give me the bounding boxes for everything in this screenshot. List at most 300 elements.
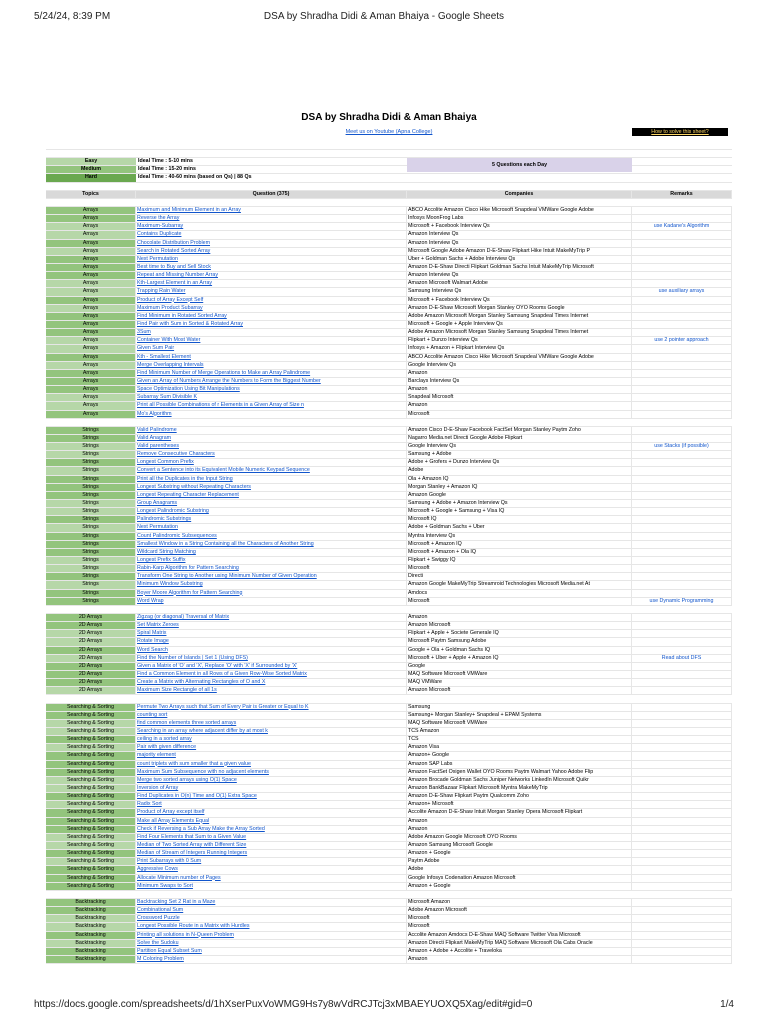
topic-cell: Searching & Sorting [46, 777, 136, 784]
question-link[interactable]: Searching in an array where adjacent differ by at most k [137, 727, 268, 734]
question-cell[interactable] [136, 264, 407, 271]
companies-cell: TCS [407, 736, 632, 743]
spacer-row [46, 199, 732, 207]
topic-cell: Strings [46, 524, 136, 531]
question-cell[interactable] [136, 411, 407, 418]
question-cell[interactable] [136, 883, 407, 890]
question-link[interactable]: Kth - Smallest Element [137, 353, 191, 360]
question-link[interactable]: Backtracking Set 2 Rat in a Maze [137, 898, 216, 905]
topic-cell: Arrays [46, 223, 136, 230]
question-link[interactable]: Median of Stream of Integers Running Integers [137, 850, 248, 857]
question-link[interactable]: Check if Reversing a Sub Array Make the Array Sorted [137, 825, 265, 832]
question-cell[interactable] [136, 630, 407, 637]
companies-cell: Adobe Amazon Microsoft [407, 907, 632, 914]
question-link[interactable]: Aggressive Cows [137, 866, 178, 873]
topic-cell: Arrays [46, 354, 136, 361]
remarks-cell [632, 638, 732, 645]
question-link[interactable]: Search in Rotated Sorted Array [137, 247, 211, 254]
topic-cell: Arrays [46, 370, 136, 377]
question-cell[interactable] [136, 614, 407, 621]
question-link[interactable]: Spiral Matrix [137, 630, 167, 637]
table-row [46, 492, 732, 500]
question-link[interactable]: Chocolate Distribution Problem [137, 239, 211, 246]
companies-cell: Microsoft [407, 598, 632, 605]
header-topics: Topics [46, 191, 136, 198]
table-row [46, 769, 732, 777]
topic-cell: Backtracking [46, 940, 136, 947]
topic-cell: Strings [46, 573, 136, 580]
question-cell[interactable] [136, 769, 407, 776]
question-link[interactable]: Make all Array Elements Equal [137, 817, 210, 824]
question-link[interactable]: Combinational Sum [137, 907, 184, 914]
question-cell[interactable] [136, 858, 407, 865]
question-cell[interactable] [136, 386, 407, 393]
companies-cell: Morgan Stanley + Amazon IQ [407, 484, 632, 491]
table-row [46, 761, 732, 769]
question-cell[interactable] [136, 850, 407, 857]
companies-cell: Samsung [407, 704, 632, 711]
question-link[interactable]: Reverse the Array [137, 215, 180, 222]
question-link[interactable]: Product of Array except itself [137, 809, 205, 816]
question-cell[interactable] [136, 842, 407, 849]
remarks-cell [632, 842, 732, 849]
topic-cell: Arrays [46, 362, 136, 369]
question-link[interactable]: 3Sum [137, 329, 151, 336]
table-row [46, 378, 732, 386]
table-row [46, 451, 732, 459]
table-row [46, 248, 732, 256]
remark-text: use auxiliary arrays [658, 288, 705, 295]
remarks-cell [632, 231, 732, 238]
table-row [46, 630, 732, 638]
question-cell[interactable] [136, 728, 407, 735]
question-link[interactable]: Subarray Sum Divisible K [137, 394, 198, 401]
table-row [46, 549, 732, 557]
question-link[interactable]: Word Wrap [137, 597, 164, 604]
remarks-cell [632, 476, 732, 483]
remarks-cell [632, 280, 732, 287]
question-cell[interactable] [136, 712, 407, 719]
question-cell[interactable] [136, 923, 407, 930]
remarks-cell [632, 565, 732, 572]
question-cell[interactable] [136, 777, 407, 784]
question-cell[interactable] [136, 459, 407, 466]
question-cell[interactable] [136, 687, 407, 694]
question-cell[interactable] [136, 207, 407, 214]
question-cell[interactable] [136, 663, 407, 670]
topic-cell: Searching & Sorting [46, 801, 136, 808]
question-link[interactable]: counting sort [137, 711, 168, 718]
question-link[interactable]: Merge Overlapping Intervals [137, 361, 204, 368]
difficulty-time: Ideal Time : 40-60 mins (based on Qs) | 88 Qs [138, 174, 252, 181]
question-link[interactable]: Partition Equal Subset Sum [137, 947, 202, 954]
companies-cell: Amazon Google [407, 492, 632, 499]
remarks-cell [632, 736, 732, 743]
question-cell[interactable] [136, 305, 407, 312]
table-row [46, 386, 732, 394]
question-link[interactable]: Count Palindromic Subsequences [137, 532, 217, 539]
print-header [34, 11, 734, 27]
question-link[interactable]: majority element [137, 752, 176, 759]
topic-cell: Backtracking [46, 915, 136, 922]
question-cell[interactable] [136, 231, 407, 238]
remarks-cell [632, 663, 732, 670]
question-link[interactable]: Find Duplicates in O(n) Time and O(1) Extra Space [137, 793, 257, 800]
difficulty-label: Medium [46, 166, 136, 173]
question-cell[interactable] [136, 720, 407, 727]
remarks-cell [632, 411, 732, 418]
question-cell[interactable] [136, 451, 407, 458]
topic-cell: Strings [46, 443, 136, 450]
question-link[interactable]: ceiling in a sorted array [137, 736, 192, 743]
question-link[interactable]: Print all the Duplicates in the Input String [137, 475, 233, 482]
header-remarks: Remarks [632, 191, 732, 198]
question-link[interactable]: Find Four Elements that Sum to a Given Value [137, 833, 247, 840]
topic-cell: Backtracking [46, 956, 136, 963]
question-cell[interactable] [136, 313, 407, 320]
question-cell[interactable] [136, 370, 407, 377]
question-cell[interactable] [136, 866, 407, 873]
question-cell[interactable] [136, 834, 407, 841]
question-link[interactable]: Container With Most Water [137, 337, 201, 344]
question-cell[interactable] [136, 280, 407, 287]
question-link[interactable]: Find Pair with Sum in Sorted & Rotated Array [137, 320, 243, 327]
spacer-row [46, 606, 732, 614]
question-link[interactable]: Word Search [137, 646, 168, 653]
companies-cell: Flipkart + Apple + Societe Generale IQ [407, 630, 632, 637]
table-row [46, 329, 732, 337]
question-link[interactable]: Palindromic Substrings [137, 516, 192, 523]
question-cell[interactable] [136, 476, 407, 483]
question-cell[interactable] [136, 915, 407, 922]
remarks-cell [632, 378, 732, 385]
remarks-cell [632, 671, 732, 678]
question-link[interactable]: Kth-Largest Element in an Array [137, 280, 213, 287]
question-link[interactable]: Next Permutation [137, 524, 178, 531]
question-link[interactable]: Minimum Window Substring [137, 581, 203, 588]
question-link[interactable]: Maximum and Minimum Element in an Array [137, 206, 241, 213]
remarks-cell [632, 590, 732, 597]
remarks-cell [632, 223, 732, 230]
topic-cell: Arrays [46, 305, 136, 312]
question-cell[interactable] [136, 443, 407, 450]
question-cell[interactable] [136, 704, 407, 711]
question-cell[interactable] [136, 736, 407, 743]
question-link[interactable]: Find Minimum in Rotated Sorted Array [137, 312, 227, 319]
companies-cell: Samsung+ Morgan Stanley+ Snapdeal + EPAM Systems [407, 712, 632, 719]
table-row [46, 411, 732, 419]
question-link[interactable]: Space Optimization Using Bit Manipulations [137, 386, 240, 393]
table-row [46, 875, 732, 883]
topic-cell: Searching & Sorting [46, 834, 136, 841]
question-link[interactable]: Longest Palindromic Substring [137, 508, 209, 515]
question-cell[interactable] [136, 533, 407, 540]
question-cell[interactable] [136, 500, 407, 507]
question-link[interactable]: count triplets with sum smaller that a given value [137, 760, 251, 767]
companies-cell: Amazon [407, 956, 632, 963]
question-link[interactable]: Remove Consecutive Characters [137, 451, 215, 458]
header-companies: Companies [407, 191, 632, 198]
question-cell[interactable] [136, 508, 407, 515]
question-cell[interactable] [136, 215, 407, 222]
companies-cell: Amazon D-E-Shaw Microsoft Morgan Stanley OYO Rooms Google [407, 305, 632, 312]
question-cell[interactable] [136, 647, 407, 654]
question-link[interactable]: Longest Possible Route in a Matrix with Hurdles [137, 923, 250, 930]
question-link[interactable]: Mo's Algorithm [137, 410, 172, 417]
difficulty-row [46, 174, 732, 182]
companies-cell: ABCO Accolite Amazon Cisco Hike Microsoft Snapdeal VMWare Google Adobe [407, 207, 632, 214]
companies-cell: Amazon [407, 386, 632, 393]
table-row [46, 541, 732, 549]
companies-cell: Microsoft + Google + Samsung + Visa IQ [407, 508, 632, 515]
question-cell[interactable] [136, 752, 407, 759]
question-link[interactable]: find common elements three sorted arrays [137, 719, 237, 726]
question-link[interactable]: Permute Two Arrays such that Sum of Every Pair is Greater or Equal to K [137, 703, 309, 710]
question-cell[interactable] [136, 655, 407, 662]
topic-cell: Arrays [46, 297, 136, 304]
question-cell[interactable] [136, 581, 407, 588]
question-link[interactable]: Longest Common Prefix [137, 459, 194, 466]
question-link[interactable]: Contains Duplicate [137, 231, 182, 238]
question-cell[interactable] [136, 378, 407, 385]
question-link[interactable]: Maximum-Subarray [137, 223, 184, 230]
question-cell[interactable] [136, 801, 407, 808]
question-cell[interactable] [136, 321, 407, 328]
question-cell[interactable] [136, 272, 407, 279]
question-cell[interactable] [136, 402, 407, 409]
question-cell[interactable] [136, 248, 407, 255]
question-cell[interactable] [136, 565, 407, 572]
table-row [46, 671, 732, 679]
question-cell[interactable] [136, 785, 407, 792]
question-cell[interactable] [136, 394, 407, 401]
question-cell[interactable] [136, 671, 407, 678]
how-to-solve-link[interactable]: How to solve this sheet? [632, 128, 728, 136]
question-cell[interactable] [136, 679, 407, 686]
question-link[interactable]: Given a Matrix of 'O' and 'X', Replace 'O' with 'X' if Surrounded by 'X' [137, 662, 298, 669]
question-link[interactable]: Find a Common Element in all Rows of a Given Row-Wise Sorted Matrix [137, 671, 307, 677]
question-link[interactable]: Given Sum Pair [137, 345, 175, 352]
question-link[interactable]: Longest Prefix Suffix [137, 557, 186, 564]
companies-cell: Amazon Interview Qs [407, 272, 632, 279]
question-link[interactable]: Product of Array Except Self [137, 296, 204, 303]
table-row [46, 866, 732, 874]
question-cell[interactable] [136, 793, 407, 800]
question-cell[interactable] [136, 240, 407, 247]
question-cell[interactable] [136, 223, 407, 230]
table-row [46, 793, 732, 801]
remarks-cell [632, 549, 732, 556]
question-cell[interactable] [136, 345, 407, 352]
question-link[interactable]: Next Permutation [137, 255, 178, 262]
difficulty-time: Ideal Time : 5-10 mins [138, 158, 193, 165]
question-cell[interactable] [136, 557, 407, 564]
question-cell[interactable] [136, 573, 407, 580]
table-row [46, 598, 732, 606]
companies-cell: Directi [407, 573, 632, 580]
question-cell[interactable] [136, 598, 407, 605]
question-link[interactable]: Rabin-Karp Algorithm for Pattern Searching [137, 565, 239, 572]
remarks-cell [632, 581, 732, 588]
question-cell[interactable] [136, 484, 407, 491]
question-cell[interactable] [136, 956, 407, 963]
question-link[interactable]: Maximum Size Rectangle of all 1s [137, 687, 217, 694]
question-cell[interactable] [136, 435, 407, 442]
question-link[interactable]: Group Anagrams [137, 500, 178, 507]
question-link[interactable]: Zigzag (or diagonal) Traversal of Matrix [137, 614, 230, 621]
question-link[interactable]: Merge two sorted arrays using O(1) Space [137, 776, 237, 783]
topic-cell: Arrays [46, 337, 136, 344]
question-link[interactable]: Valid Palindrome [137, 426, 177, 433]
question-link[interactable]: Find Minimum Number of Merge Operations to Make an Array Palindrome [137, 369, 311, 376]
table-row [46, 557, 732, 565]
question-cell[interactable] [136, 826, 407, 833]
question-link[interactable]: Median of Two Sorted Array with Different Size [137, 841, 247, 848]
question-link[interactable]: Print all Possible Combinations of r Elements in a Given Array of Size n [137, 402, 304, 409]
question-link[interactable]: M Coloring Problem [137, 955, 184, 962]
question-link[interactable]: Minimum Swaps to Sort [137, 882, 193, 889]
companies-cell: Amazon [407, 402, 632, 409]
table-row [46, 394, 732, 402]
remarks-cell [632, 932, 732, 939]
question-cell[interactable] [136, 288, 407, 295]
question-link[interactable]: Smallest Window in a String Containing all the Characters of Another String [137, 540, 314, 547]
question-cell[interactable] [136, 907, 407, 914]
topic-cell: Searching & Sorting [46, 761, 136, 768]
question-link[interactable]: Set Matrix Zeroes [137, 622, 179, 629]
remarks-cell [632, 858, 732, 865]
question-link[interactable]: Find the Number of Islands | Set 1 (Using DFS) [137, 654, 248, 661]
table-row [46, 704, 732, 712]
table-row [46, 313, 732, 321]
question-cell[interactable] [136, 744, 407, 751]
question-cell[interactable] [136, 875, 407, 882]
question-cell[interactable] [136, 899, 407, 906]
question-link[interactable]: Longest Substring without Repeating Characters [137, 483, 251, 490]
question-link[interactable]: Create a Matrix with Alternating Rectangles of O and X [137, 679, 266, 686]
table-row [46, 907, 732, 915]
question-cell[interactable] [136, 354, 407, 361]
question-cell[interactable] [136, 818, 407, 825]
question-link[interactable]: Print Subarrays with 0 Sum [137, 858, 202, 865]
topic-cell: Searching & Sorting [46, 736, 136, 743]
question-cell[interactable] [136, 362, 407, 369]
remarks-cell [632, 687, 732, 694]
difficulty-label: Hard [46, 174, 136, 181]
question-cell[interactable] [136, 467, 407, 474]
spreadsheet [46, 109, 732, 964]
topic-cell: Searching & Sorting [46, 785, 136, 792]
question-cell[interactable] [136, 427, 407, 434]
question-link[interactable]: Rotate Image [137, 638, 169, 645]
question-link[interactable]: Boyer Moore Algorithm for Pattern Searching [137, 589, 243, 596]
question-cell[interactable] [136, 940, 407, 947]
remarks-cell [632, 427, 732, 434]
companies-cell: Amazon Microsoft Walmart Adobe [407, 280, 632, 287]
question-link[interactable]: Maximum Product Subarray [137, 304, 203, 311]
table-row [46, 614, 732, 622]
question-link[interactable]: Pair with given difference [137, 744, 197, 751]
topic-cell: Strings [46, 533, 136, 540]
question-link[interactable]: Trapping Rain Water [137, 288, 186, 295]
table-row [46, 362, 732, 370]
question-link[interactable]: Best time to Buy and Sell Stock [137, 263, 211, 270]
question-link[interactable]: Allocate Minimum number of Pages [137, 874, 221, 881]
remarks-cell [632, 386, 732, 393]
companies-cell: Microsoft + Facebook Interview Qs [407, 223, 632, 230]
question-cell[interactable] [136, 516, 407, 523]
question-link[interactable]: Printing all solutions in N-Queen Problem [137, 931, 234, 938]
question-cell[interactable] [136, 590, 407, 597]
question-link[interactable]: Given an Array of Numbers Arrange the Numbers to Form the Biggest Number [137, 377, 321, 384]
question-link[interactable]: Transform One String to Another using Minimum Number of Given Operation [137, 573, 317, 580]
question-link[interactable]: Crossword Puzzle [137, 915, 180, 922]
topic-cell: Arrays [46, 207, 136, 214]
remarks-cell [632, 801, 732, 808]
topic-cell: Searching & Sorting [46, 752, 136, 759]
question-cell[interactable] [136, 337, 407, 344]
table-row [46, 240, 732, 248]
question-cell[interactable] [136, 638, 407, 645]
table-row [46, 207, 732, 215]
companies-cell: Microsoft + Facebook Interview Qs [407, 297, 632, 304]
question-link[interactable]: Longest Repeating Character Replacement [137, 491, 239, 498]
remarks-cell [632, 467, 732, 474]
spacer-row [46, 150, 732, 158]
question-cell[interactable] [136, 948, 407, 955]
question-cell[interactable] [136, 809, 407, 816]
question-link[interactable]: Radix Sort [137, 801, 162, 808]
question-cell[interactable] [136, 329, 407, 336]
topic-cell: Arrays [46, 215, 136, 222]
table-row [46, 516, 732, 524]
companies-cell: Amazon+ Microsoft [407, 801, 632, 808]
remark-text: use Stacks (if possible) [654, 443, 709, 450]
remarks-cell [632, 508, 732, 515]
question-cell[interactable] [136, 524, 407, 531]
question-cell[interactable] [136, 541, 407, 548]
topic-cell: Strings [46, 435, 136, 442]
question-link[interactable]: Convert a Sentence into its Equivalent Mobile Numeric Keypad Sequence [137, 467, 310, 474]
question-cell[interactable] [136, 297, 407, 304]
companies-cell: Adobe [407, 467, 632, 474]
question-cell[interactable] [136, 761, 407, 768]
companies-cell: Microsoft + Amazon + Ola IQ [407, 549, 632, 556]
youtube-link[interactable]: Meet us on Youtube (Apna College) [345, 129, 433, 135]
question-cell[interactable] [136, 256, 407, 263]
print-title: DSA by Shradha Didi & Aman Bhaiya - Google Sheets [263, 11, 505, 22]
remarks-cell [632, 215, 732, 222]
spacer-row [46, 695, 732, 703]
question-link[interactable]: Wildcard String Matching [137, 548, 196, 555]
question-link[interactable]: Repeat and Missing Number Array [137, 272, 218, 279]
question-link[interactable]: Solve the Sudoku [137, 939, 179, 946]
question-cell[interactable] [136, 492, 407, 499]
question-cell[interactable] [136, 549, 407, 556]
question-link[interactable]: Maximum Sum Subsequence with no adjacent elements [137, 768, 269, 775]
question-link[interactable]: Inversion of Array [137, 784, 179, 791]
question-cell[interactable] [136, 932, 407, 939]
topic-cell: Searching & Sorting [46, 704, 136, 711]
remarks-cell [632, 777, 732, 784]
question-link[interactable]: Valid Anagram [137, 434, 172, 441]
table-row [46, 459, 732, 467]
companies-cell: Amazon Interview Qs [407, 231, 632, 238]
question-cell[interactable] [136, 622, 407, 629]
table-row [46, 565, 732, 573]
question-link[interactable]: Valid parentheses [137, 443, 180, 450]
topic-cell: Strings [46, 549, 136, 556]
